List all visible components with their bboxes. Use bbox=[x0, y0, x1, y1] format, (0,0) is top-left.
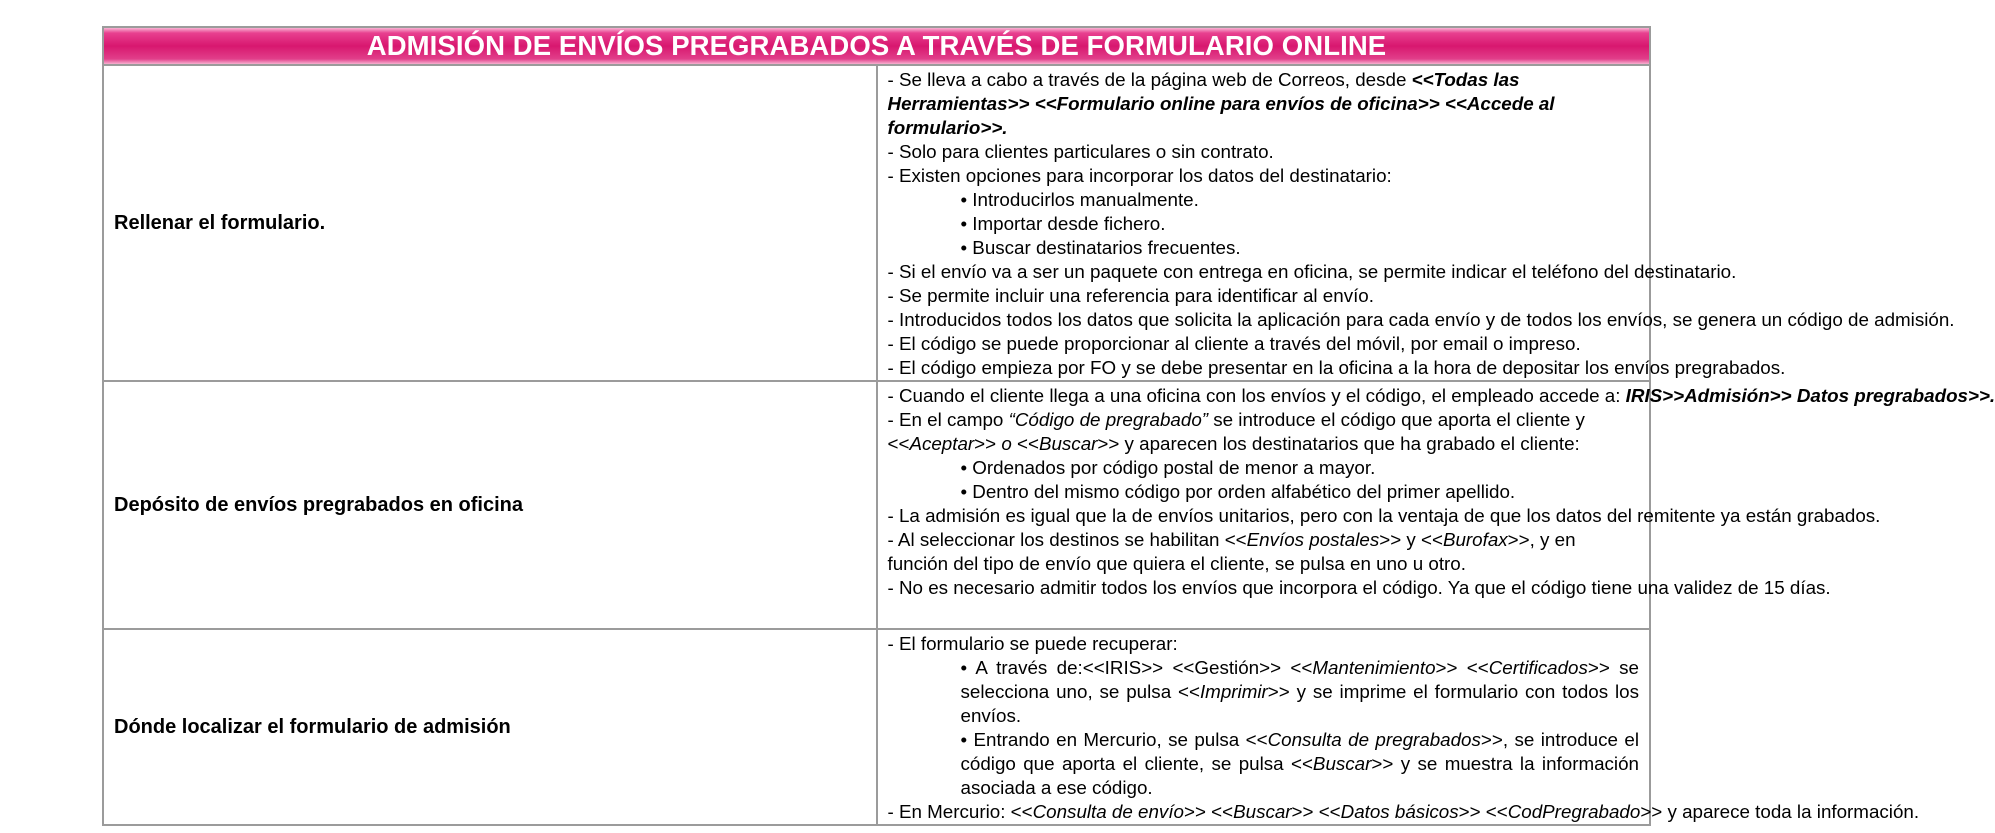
bullet-item bbox=[888, 212, 1640, 236]
content-line bbox=[887, 384, 1995, 408]
row-label: Depósito de envíos pregrabados en oficina bbox=[103, 381, 877, 629]
text-run: “Código de pregrabado” bbox=[1008, 409, 1209, 430]
table-row-office-deposit bbox=[103, 381, 1650, 629]
row-label: Dónde localizar el formulario de admisión bbox=[103, 629, 877, 825]
text-run: • Introducirlos manualmente. bbox=[960, 189, 1199, 210]
text-run: - Si el envío va a ser un paquete con entrega en oficina, se permite indicar el teléfono del destinatario. bbox=[887, 261, 1737, 282]
text-run: - El código empieza por FO y se debe presentar en la oficina a la hora de depositar los envíos pregrabados. bbox=[887, 357, 1786, 378]
text-run: • Dentro del mismo código por orden alfabético del primer apellido. bbox=[960, 481, 1516, 502]
text-run: Datos básicos bbox=[1340, 801, 1459, 822]
bullet-item bbox=[888, 456, 1640, 480]
content-line bbox=[888, 164, 1640, 188]
text-run: >> se selecciona uno, se pulsa << bbox=[960, 657, 1639, 702]
text-run: Consulta de envío bbox=[1032, 801, 1184, 822]
text-run: • Importar desde fichero. bbox=[960, 213, 1166, 234]
procedure-table bbox=[102, 26, 1995, 826]
text-run: - Existen opciones para incorporar los datos del destinatario: bbox=[887, 165, 1392, 186]
bullet-item bbox=[888, 188, 1640, 212]
content-line bbox=[887, 576, 1831, 600]
text-run: Envíos postales bbox=[1246, 529, 1380, 550]
text-run: - La admisión es igual que la de envíos unitarios, pero con la ventaja de que los datos del remitente ya están grabados. bbox=[887, 505, 1881, 526]
text-run: Buscar bbox=[1233, 801, 1292, 822]
content-line bbox=[887, 800, 1920, 824]
text-run: Buscar bbox=[1312, 753, 1372, 774]
bullet-item bbox=[888, 728, 1640, 800]
row-content bbox=[877, 381, 1995, 629]
text-run: >> y aparece toda la información. bbox=[1640, 801, 1920, 822]
row-label: Rellenar el formulario. bbox=[103, 65, 877, 381]
text-run: - Cuando el cliente llega a una oficina con los envíos y el código, el empleado accede a: bbox=[887, 385, 1626, 406]
text-run: - Al seleccionar los destinos se habilitan << bbox=[887, 529, 1247, 550]
content-line bbox=[888, 528, 1640, 576]
text-run: >> << bbox=[1458, 801, 1508, 822]
text-run: - El código se puede proporcionar al cliente a través del móvil, por email o impreso. bbox=[887, 333, 1581, 354]
text-run: Imprimir bbox=[1199, 681, 1268, 702]
text-run: - Se permite incluir una referencia para identificar al envío. bbox=[887, 285, 1374, 306]
text-run: << bbox=[1011, 433, 1039, 454]
text-run: - En Mercurio: << bbox=[887, 801, 1033, 822]
content-line bbox=[888, 284, 1640, 308]
text-run: • Ordenados por código postal de menor a mayor. bbox=[960, 457, 1376, 478]
row-content bbox=[877, 65, 1955, 381]
content-line bbox=[887, 356, 1786, 380]
text-run: >> bbox=[974, 433, 1002, 454]
text-run: >> << bbox=[1184, 801, 1234, 822]
content-line bbox=[887, 504, 1881, 528]
text-run: • Entrando en Mercurio, se pulsa << bbox=[960, 729, 1268, 750]
content-line bbox=[888, 140, 1640, 164]
text-run: >> y aparecen los destinatarios que ha grabado el cliente: bbox=[1097, 433, 1580, 454]
text-run: Mantenimiento bbox=[1312, 657, 1436, 678]
text-run: >> << bbox=[1435, 657, 1489, 678]
text-run: - No es necesario admitir todos los envíos que incorpora el código. Ya que el código tiene una validez de 15 días. bbox=[887, 577, 1831, 598]
text-run: - Solo para clientes particulares o sin contrato. bbox=[887, 141, 1274, 162]
text-run: IRIS>>Admisión>> Datos pregrabados>>. bbox=[1625, 385, 1995, 406]
text-run: o bbox=[1001, 433, 1012, 454]
text-run: >> << bbox=[1291, 801, 1341, 822]
text-run: Aceptar bbox=[909, 433, 975, 454]
text-run: • Buscar destinatarios frecuentes. bbox=[960, 237, 1241, 258]
text-run: <<Todas las Herramientas>> <<Formulario online para envíos de oficina>> <<Accede al formulario>>. bbox=[887, 69, 1555, 138]
document-sheet bbox=[102, 26, 1995, 826]
text-run: - El formulario se puede recuperar: bbox=[887, 633, 1178, 654]
text-run: >> y se muestra la información asociada a ese código. bbox=[960, 753, 1639, 798]
content-line bbox=[888, 408, 1640, 456]
text-run: >> y se imprime el formulario con todos los envíos. bbox=[960, 681, 1639, 726]
content-line bbox=[888, 632, 1640, 656]
text-run: >> y << bbox=[1379, 529, 1443, 550]
text-run: >>, y en función del tipo de envío que quiera el cliente, se pulsa en uno u otro. bbox=[887, 529, 1576, 574]
text-run: Consulta de pregrabados bbox=[1267, 729, 1481, 750]
text-run: Buscar bbox=[1038, 433, 1098, 454]
text-run: Burofax bbox=[1442, 529, 1508, 550]
content-line bbox=[887, 260, 1737, 284]
text-run: CodPregrabado bbox=[1507, 801, 1641, 822]
table-row-fill-form bbox=[103, 65, 1650, 381]
bullet-item bbox=[888, 236, 1640, 260]
text-run: • A través de:<<IRIS>> <<Gestión>> << bbox=[960, 657, 1313, 678]
text-run: se introduce el código que aporta el cliente y << bbox=[887, 409, 1585, 454]
row-content bbox=[877, 629, 1920, 825]
bullet-item bbox=[888, 480, 1640, 504]
table-title: ADMISIÓN DE ENVÍOS PREGRABADOS A TRAVÉS DE FORMULARIO ONLINE bbox=[103, 27, 1650, 65]
content-line bbox=[888, 332, 1640, 356]
text-run: Certificados bbox=[1488, 657, 1588, 678]
table-row-locate-form bbox=[103, 629, 1650, 825]
content-line bbox=[888, 68, 1640, 140]
text-run: - Se lleva a cabo a través de la página web de Correos, desde bbox=[887, 69, 1412, 90]
bullet-item bbox=[888, 656, 1640, 728]
text-run: - Introducidos todos los datos que solicita la aplicación para cada envío y de todos los envíos, se genera un código de admisión. bbox=[887, 309, 1955, 330]
text-run: >>, se introduce el código que aporta el cliente, se pulsa << bbox=[960, 729, 1639, 774]
text-run: - En el campo bbox=[887, 409, 1009, 430]
content-line bbox=[887, 308, 1955, 332]
